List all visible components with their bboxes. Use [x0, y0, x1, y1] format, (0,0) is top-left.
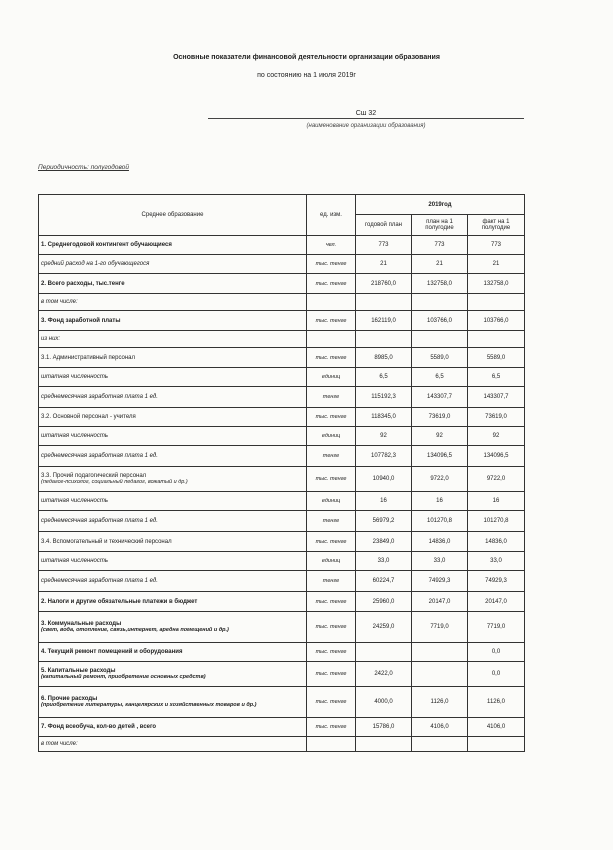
- value-plan-year: 218760,0: [356, 274, 412, 294]
- table-row: [39, 552, 525, 571]
- value-plan-year: 107782,3: [356, 446, 412, 467]
- table-row: [39, 368, 525, 387]
- value-fact-half: 0,0: [468, 662, 525, 687]
- value-plan-year: 23849,0: [356, 532, 412, 552]
- row-label: 3.1. Административный персонал: [41, 354, 136, 361]
- row-label: среднемесячная заработная плата 1 ед.: [41, 453, 158, 459]
- table-row: [39, 348, 525, 368]
- value-fact-half: 0,0: [468, 643, 525, 662]
- table-row: [39, 311, 525, 331]
- value-plan-year: 15786,0: [356, 718, 412, 737]
- value-plan-year: 24259,0: [356, 612, 412, 643]
- row-label: 2. Всего расходы, тыс.тенге: [41, 280, 125, 287]
- value-plan-year: 162119,0: [356, 311, 412, 331]
- row-unit: единиц: [307, 368, 356, 387]
- row-sublabel: (приобретение литературы, канцелярских и хозяйственных товаров и др.): [41, 702, 257, 708]
- table-row: [39, 294, 525, 311]
- row-label-cell: [39, 427, 307, 446]
- row-label-cell: [39, 236, 307, 255]
- row-label: из них:: [41, 336, 61, 342]
- financial-indicators-table: [38, 194, 525, 752]
- value-fact-half: 101270,8: [468, 511, 525, 532]
- organization-caption: (наименование организации образования): [306, 123, 426, 129]
- value-fact-half: [468, 294, 525, 311]
- value-fact-half: 773: [468, 236, 525, 255]
- row-label-cell: [39, 387, 307, 408]
- table-row: [39, 467, 525, 492]
- value-fact-half: 74929,3: [468, 571, 525, 592]
- row-label-cell: [39, 612, 307, 643]
- value-plan-year: [356, 331, 412, 348]
- value-plan-year: 60224,7: [356, 571, 412, 592]
- row-label: 3.2. Основной персонал - учителя: [41, 414, 136, 420]
- row-label-cell: [39, 552, 307, 571]
- row-unit: тыс. тенге: [307, 612, 356, 643]
- row-label-cell: [39, 592, 307, 612]
- table-row: [39, 255, 525, 274]
- row-unit: тыс. тенге: [307, 467, 356, 492]
- value-plan-half: 101270,8: [412, 511, 468, 532]
- value-plan-year: 10940,0: [356, 467, 412, 492]
- value-plan-year: 4000,0: [356, 687, 412, 718]
- row-label: 3.4. Вспомогательный и технический персонал: [41, 538, 172, 545]
- row-unit: [307, 737, 356, 752]
- table-row: [39, 274, 525, 294]
- row-label-cell: [39, 532, 307, 552]
- header-name-cell: Среднее образование: [39, 195, 307, 236]
- header-fact-half: факт на 1 полугодие: [468, 215, 525, 236]
- row-label-cell: [39, 467, 307, 492]
- value-fact-half: 1126,0: [468, 687, 525, 718]
- row-label-cell: [39, 294, 307, 311]
- value-plan-year: 21: [356, 255, 412, 274]
- value-plan-year: [356, 737, 412, 752]
- value-plan-half: 16: [412, 492, 468, 511]
- value-fact-half: [468, 331, 525, 348]
- periodicity-label: Периодичность: полугодовой: [38, 164, 129, 171]
- row-sublabel: (педагог-психолог, социальный педагог, вожатый и др.): [41, 479, 188, 485]
- table-row: [39, 387, 525, 408]
- row-label: штатная численность: [41, 558, 109, 564]
- table-row: [39, 331, 525, 348]
- row-label: штатная численность: [41, 374, 109, 380]
- row-label-cell: [39, 492, 307, 511]
- value-fact-half: 132758,0: [468, 274, 525, 294]
- value-plan-half: 21: [412, 255, 468, 274]
- document-title: Основные показатели финансовой деятельности организации образования: [173, 54, 440, 61]
- value-plan-half: 74929,3: [412, 571, 468, 592]
- row-unit: тыс. тенге: [307, 592, 356, 612]
- row-unit: тенге: [307, 511, 356, 532]
- table-row: [39, 511, 525, 532]
- row-label-cell: [39, 446, 307, 467]
- value-plan-year: 773: [356, 236, 412, 255]
- value-plan-year: 16: [356, 492, 412, 511]
- row-label-cell: [39, 368, 307, 387]
- value-plan-year: 56979,2: [356, 511, 412, 532]
- value-fact-half: 7719,0: [468, 612, 525, 643]
- value-plan-half: 773: [412, 236, 468, 255]
- row-unit: тыс. тенге: [307, 718, 356, 737]
- value-plan-half: 9722,0: [412, 467, 468, 492]
- header-year-cell: 2019год: [356, 195, 525, 215]
- table-row: [39, 427, 525, 446]
- row-unit: чел.: [307, 236, 356, 255]
- row-label: штатная численность: [41, 498, 109, 504]
- value-fact-half: 4106,0: [468, 718, 525, 737]
- value-fact-half: 134096,5: [468, 446, 525, 467]
- row-unit: тенге: [307, 446, 356, 467]
- row-label-cell: [39, 571, 307, 592]
- value-fact-half: 20147,0: [468, 592, 525, 612]
- row-sublabel: (капитальный ремонт, приобретение основных средств): [41, 674, 206, 680]
- value-plan-year: [356, 643, 412, 662]
- value-plan-half: 33,0: [412, 552, 468, 571]
- row-label: 7. Фонд всеобуча, кол-во детей , всего: [41, 724, 157, 730]
- row-label: среднемесячная заработная плата 1 ед.: [41, 578, 158, 584]
- header-plan-year: годовой план: [356, 215, 412, 236]
- table-row: [39, 408, 525, 427]
- value-fact-half: 21: [468, 255, 525, 274]
- value-fact-half: 33,0: [468, 552, 525, 571]
- row-label-cell: [39, 274, 307, 294]
- row-label-cell: [39, 511, 307, 532]
- row-unit: тыс. тенге: [307, 348, 356, 368]
- value-plan-year: 92: [356, 427, 412, 446]
- row-label: среднемесячная заработная плата 1 ед.: [41, 394, 158, 400]
- table-row: [39, 737, 525, 752]
- row-label: 1. Среднегодовой контингент обучающиеся: [41, 242, 172, 248]
- value-fact-half: 6,5: [468, 368, 525, 387]
- row-unit: тыс. тенге: [307, 662, 356, 687]
- value-fact-half: 16: [468, 492, 525, 511]
- table-row: [39, 643, 525, 662]
- row-label: 2. Налоги и другие обязательные платежи в бюджет: [41, 598, 198, 605]
- row-label-cell: [39, 687, 307, 718]
- row-unit: единиц: [307, 427, 356, 446]
- value-plan-half: 73619,0: [412, 408, 468, 427]
- row-unit: тыс. тенге: [307, 311, 356, 331]
- value-plan-half: [412, 643, 468, 662]
- row-unit: тенге: [307, 571, 356, 592]
- header-unit-cell: ед. изм.: [307, 195, 356, 236]
- value-plan-half: 4106,0: [412, 718, 468, 737]
- value-plan-year: 25960,0: [356, 592, 412, 612]
- table-row: [39, 612, 525, 643]
- row-label: 4. Текущий ремонт помещений и оборудования: [41, 649, 183, 655]
- value-plan-half: [412, 331, 468, 348]
- header-plan-half: план на 1 полугодие: [412, 215, 468, 236]
- row-label-cell: [39, 643, 307, 662]
- value-plan-year: [356, 294, 412, 311]
- value-fact-half: 103766,0: [468, 311, 525, 331]
- row-label-cell: [39, 348, 307, 368]
- table-row: [39, 718, 525, 737]
- table-row: [39, 662, 525, 687]
- value-plan-half: 134096,5: [412, 446, 468, 467]
- table-row: [39, 532, 525, 552]
- row-unit: тыс. тенге: [307, 532, 356, 552]
- table-row: [39, 571, 525, 592]
- value-plan-year: 8985,0: [356, 348, 412, 368]
- document-subtitle: по состоянию на 1 июля 2019г: [257, 72, 356, 79]
- row-label-cell: [39, 662, 307, 687]
- row-label-cell: [39, 408, 307, 427]
- row-sublabel: (свет, вода, отопление, связь,интернет, аредна помещений и др.): [41, 627, 229, 633]
- value-fact-half: 14836,0: [468, 532, 525, 552]
- row-label-cell: [39, 255, 307, 274]
- table-row: [39, 687, 525, 718]
- row-label: 5. Капитальные расходы: [41, 668, 116, 674]
- value-plan-year: 2422,0: [356, 662, 412, 687]
- row-unit: тыс. тенге: [307, 687, 356, 718]
- value-plan-half: 103766,0: [412, 311, 468, 331]
- table-row: [39, 592, 525, 612]
- row-label: средний расход на 1-го обучающегося: [41, 261, 150, 267]
- row-label-cell: [39, 331, 307, 348]
- row-unit: тыс. тенге: [307, 274, 356, 294]
- row-label: в том числе:: [41, 299, 78, 305]
- row-unit: тенге: [307, 387, 356, 408]
- value-fact-half: 92: [468, 427, 525, 446]
- value-plan-half: 143307,7: [412, 387, 468, 408]
- row-label: среднемесячная заработная плата 1 ед.: [41, 518, 158, 524]
- value-plan-half: [412, 662, 468, 687]
- row-label: 3. Коммунальные расходы: [41, 621, 122, 627]
- value-fact-half: 9722,0: [468, 467, 525, 492]
- row-label: 6. Прочие расходы: [41, 696, 98, 702]
- row-label-cell: [39, 737, 307, 752]
- value-fact-half: 73619,0: [468, 408, 525, 427]
- row-label-cell: [39, 718, 307, 737]
- row-unit: тыс. тенге: [307, 255, 356, 274]
- value-plan-half: 6,5: [412, 368, 468, 387]
- value-plan-half: [412, 294, 468, 311]
- row-unit: [307, 294, 356, 311]
- table-row: [39, 236, 525, 255]
- organization-name: Сш 32: [208, 110, 524, 119]
- value-plan-half: [412, 737, 468, 752]
- row-label: в том числе:: [41, 741, 78, 747]
- value-plan-half: 5589,0: [412, 348, 468, 368]
- value-plan-half: 1126,0: [412, 687, 468, 718]
- value-fact-half: 5589,0: [468, 348, 525, 368]
- row-label: 3. Фонд заработной платы: [41, 317, 121, 324]
- row-unit: тыс. тенге: [307, 408, 356, 427]
- table-row: [39, 492, 525, 511]
- row-unit: единиц: [307, 552, 356, 571]
- value-plan-half: 7719,0: [412, 612, 468, 643]
- table-row: [39, 446, 525, 467]
- value-fact-half: 143307,7: [468, 387, 525, 408]
- row-unit: [307, 331, 356, 348]
- row-unit: тыс. тенге: [307, 643, 356, 662]
- value-plan-half: 20147,0: [412, 592, 468, 612]
- value-fact-half: [468, 737, 525, 752]
- row-label: 3.3. Прочий подагогический персонал: [41, 473, 147, 479]
- row-label: штатная численность: [41, 433, 109, 439]
- value-plan-half: 132758,0: [412, 274, 468, 294]
- value-plan-year: 6,5: [356, 368, 412, 387]
- value-plan-year: 33,0: [356, 552, 412, 571]
- row-label-cell: [39, 311, 307, 331]
- value-plan-year: 115192,3: [356, 387, 412, 408]
- value-plan-year: 118345,0: [356, 408, 412, 427]
- value-plan-half: 92: [412, 427, 468, 446]
- row-unit: единиц: [307, 492, 356, 511]
- value-plan-half: 14836,0: [412, 532, 468, 552]
